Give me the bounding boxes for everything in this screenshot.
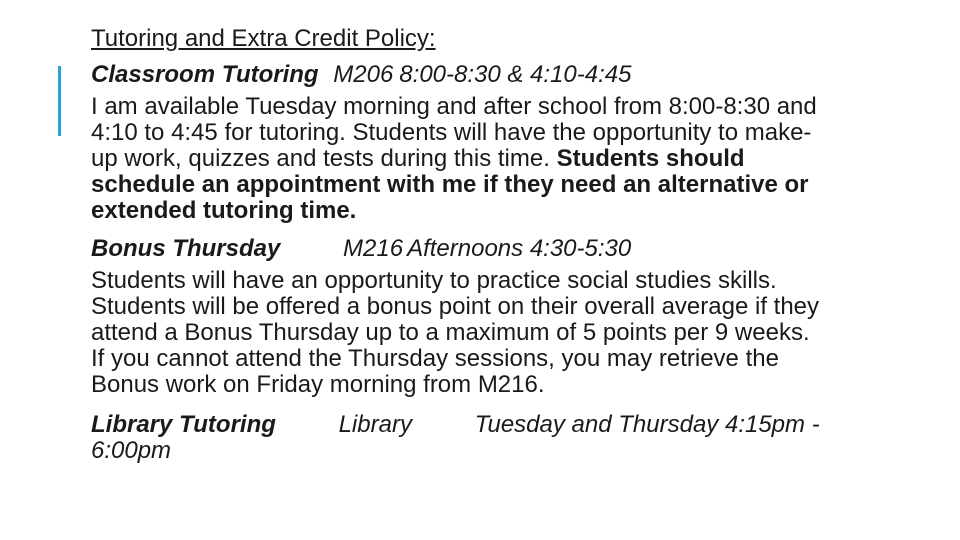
classroom-line-1: I am available Tuesday morning and after school from 8:00-8:30 and — [91, 93, 817, 120]
classroom-bold-line-2: extended tutoring time. — [91, 197, 357, 224]
bonus-line-2: Students will be offered a bonus point on their overall average if they — [91, 293, 820, 320]
bonus-room: M216 — [343, 235, 404, 262]
classroom-times: 8:00-8:30 & 4:10-4:45 — [399, 61, 632, 88]
classroom-line-3-text: up work, quizzes and tests during this time. — [91, 145, 557, 172]
classroom-heading — [91, 60, 951, 90]
bonus-line-5: Bonus work on Friday morning from M216. — [91, 371, 545, 398]
library-times: Tuesday and Thursday 4:15pm - — [474, 411, 820, 438]
policy-content — [91, 24, 951, 466]
library-times-line2: 6:00pm — [91, 437, 172, 464]
bonus-times: Afternoons 4:30-5:30 — [407, 235, 632, 262]
bonus-line-1: Students will have an opportunity to practice social studies skills. — [91, 267, 777, 294]
bonus-line-3: attend a Bonus Thursday up to a maximum of 5 points per 9 weeks. — [91, 319, 810, 346]
classroom-name: Classroom Tutoring — [91, 61, 319, 88]
classroom-line-3 — [91, 146, 951, 172]
accent-bar — [58, 66, 61, 136]
bonus-name: Bonus Thursday — [91, 235, 281, 262]
library-name: Library Tutoring — [91, 411, 276, 438]
bonus-description — [91, 268, 951, 398]
bonus-line-4: If you cannot attend the Thursday sessions, you may retrieve the — [91, 345, 779, 372]
classroom-line-2: 4:10 to 4:45 for tutoring. Students will have the opportunity to make- — [91, 119, 812, 146]
classroom-room: M206 — [333, 61, 394, 88]
library-times-cont — [91, 436, 951, 466]
classroom-description — [91, 94, 951, 224]
page-title: Tutoring and Extra Credit Policy: — [91, 25, 436, 52]
classroom-bold-line-1: schedule an appointment with me if they need an alternative or — [91, 171, 809, 198]
classroom-bold-start: Students should — [556, 145, 745, 172]
bonus-heading — [91, 234, 951, 264]
library-location: Library — [338, 411, 412, 438]
